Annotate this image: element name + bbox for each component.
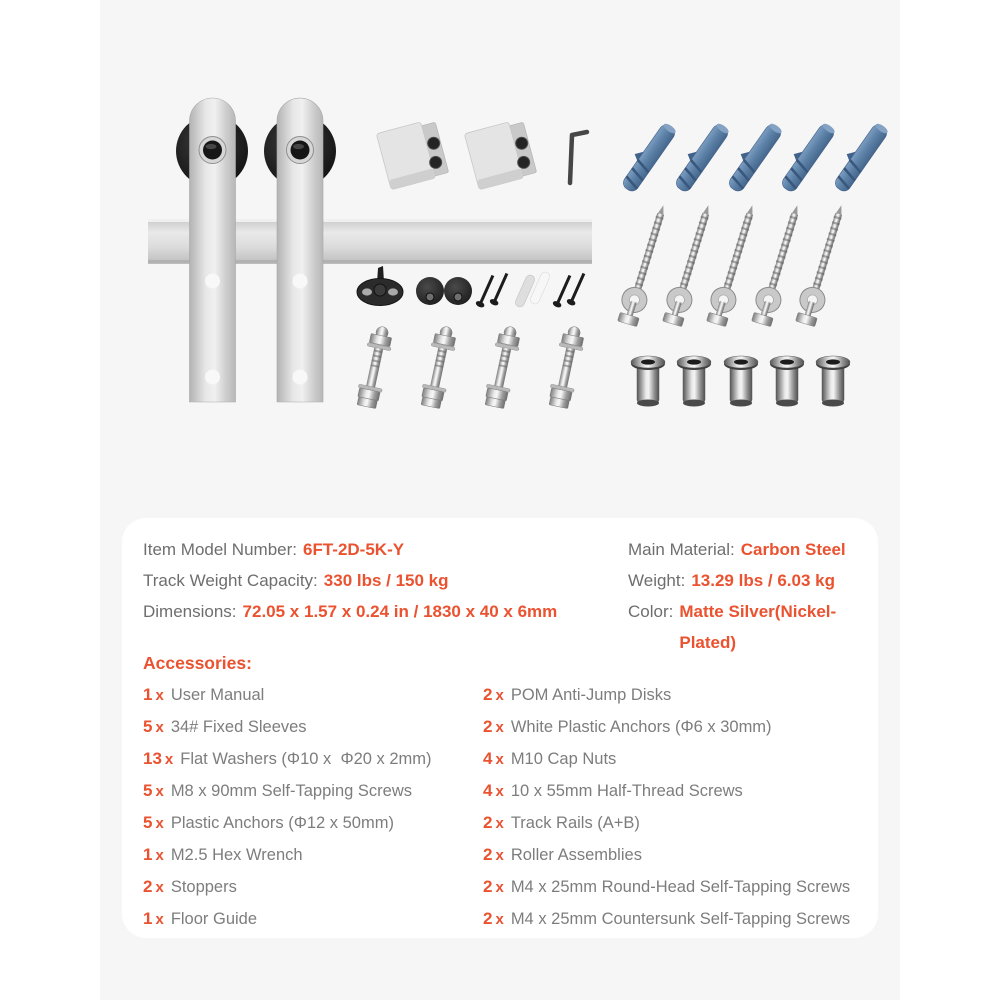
accessory-x: x xyxy=(155,879,164,896)
image-canvas xyxy=(100,0,900,1000)
accessory-qty: 13 xyxy=(143,749,162,768)
accessory-qty: 2 xyxy=(483,877,493,896)
accessory-item xyxy=(143,679,473,711)
accessory-qty: 5 xyxy=(143,813,153,832)
accessory-x: x xyxy=(155,687,164,704)
accessory-qty: 2 xyxy=(483,813,493,832)
accessory-x: x xyxy=(495,783,504,800)
accessory-item xyxy=(483,903,863,935)
spec-row-color xyxy=(628,596,866,658)
accessory-item xyxy=(483,775,863,807)
spec-label: Dimensions: xyxy=(143,602,237,621)
accessory-x: x xyxy=(155,815,164,832)
accessory-qty: 4 xyxy=(483,781,493,800)
accessory-item xyxy=(483,839,863,871)
accessory-item xyxy=(483,743,863,775)
spec-label: Weight: xyxy=(628,571,686,590)
accessories-left-column xyxy=(143,679,473,935)
accessory-label: Flat Washers (Φ10 x Φ20 x 2mm) xyxy=(180,750,432,768)
spec-value: Matte Silver(Nickel-Plated) xyxy=(679,602,837,652)
spec-label: Item Model Number: xyxy=(143,540,297,559)
accessory-x: x xyxy=(495,879,504,896)
accessory-label: M2.5 Hex Wrench xyxy=(170,846,303,864)
spec-value: Carbon Steel xyxy=(740,540,846,559)
specs-right-column xyxy=(628,534,866,658)
accessory-x: x xyxy=(155,911,164,928)
spec-row-model xyxy=(143,534,608,565)
accessory-label: M4 x 25mm Round-Head Self-Tapping Screws xyxy=(510,878,851,896)
wall-bracket-icon xyxy=(376,118,449,190)
accessory-item xyxy=(143,775,473,807)
accessory-qty: 2 xyxy=(483,909,493,928)
accessory-x: x xyxy=(155,783,164,800)
accessory-label: M10 Cap Nuts xyxy=(510,750,617,768)
accessory-x: x xyxy=(495,911,504,928)
accessory-label: Roller Assemblies xyxy=(510,846,642,864)
accessory-item xyxy=(143,871,473,903)
accessory-label: 10 x 55mm Half-Thread Screws xyxy=(510,782,743,800)
accessory-x: x xyxy=(495,847,504,864)
accessory-qty: 5 xyxy=(143,781,153,800)
spec-value: 72.05 x 1.57 x 0.24 in / 1830 x 40 x 6mm xyxy=(242,602,558,621)
spec-panel xyxy=(122,518,878,938)
round-head-screws xyxy=(475,272,511,309)
spec-value: 6FT-2D-5K-Y xyxy=(303,540,405,559)
cap-nuts xyxy=(631,356,850,407)
accessory-label: Track Rails (A+B) xyxy=(510,814,640,832)
roller-strap-right xyxy=(277,98,323,402)
white-plastic-anchors xyxy=(514,271,551,309)
accessory-qty: 1 xyxy=(143,845,153,864)
blue-plastic-anchors xyxy=(616,118,890,194)
accessory-label: M8 x 90mm Self-Tapping Screws xyxy=(170,782,412,800)
accessory-item xyxy=(483,711,863,743)
accessory-label: M4 x 25mm Countersunk Self-Tapping Screws xyxy=(510,910,851,928)
accessory-item xyxy=(143,839,473,871)
accessory-label: Stoppers xyxy=(170,878,237,896)
spec-row-dimensions xyxy=(143,596,608,627)
spec-row-capacity xyxy=(143,565,608,596)
accessory-qty: 2 xyxy=(143,877,153,896)
accessory-qty: 2 xyxy=(483,845,493,864)
spec-label: Main Material: xyxy=(628,540,735,559)
accessory-x: x xyxy=(495,751,504,768)
accessory-label: User Manual xyxy=(170,686,265,704)
accessory-item xyxy=(483,679,863,711)
accessory-label: White Plastic Anchors (Φ6 x 30mm) xyxy=(510,718,772,736)
hanger-bolts xyxy=(355,324,587,409)
accessory-qty: 5 xyxy=(143,717,153,736)
countersunk-screws xyxy=(552,272,588,309)
accessory-item xyxy=(143,743,473,775)
accessory-qty: 1 xyxy=(143,685,153,704)
spec-label: Track Weight Capacity: xyxy=(143,571,318,590)
accessory-x: x xyxy=(155,847,164,864)
accessory-item xyxy=(483,871,863,903)
accessory-x: x xyxy=(155,719,164,736)
hardware-kit-illustration xyxy=(100,0,900,500)
anti-jump-disk-icon xyxy=(416,277,472,305)
accessory-x: x xyxy=(164,751,174,768)
wall-bracket-icon xyxy=(464,118,537,190)
accessory-qty: 4 xyxy=(483,749,493,768)
spec-row-material xyxy=(628,534,866,565)
floor-guide-icon xyxy=(357,266,403,306)
accessory-label: Plastic Anchors (Φ12 x 50mm) xyxy=(170,814,394,832)
spec-label: Color: xyxy=(628,602,674,621)
accessory-x: x xyxy=(495,719,504,736)
accessory-item xyxy=(143,711,473,743)
specs-left-column xyxy=(143,534,608,627)
spec-value: 330 lbs / 150 kg xyxy=(323,571,449,590)
hex-wrench-icon xyxy=(570,132,587,183)
accessory-x: x xyxy=(495,687,504,704)
accessory-label: Floor Guide xyxy=(170,910,258,928)
self-tapping-screws xyxy=(615,202,853,328)
accessory-item xyxy=(143,807,473,839)
accessory-item xyxy=(143,903,473,935)
accessory-qty: 1 xyxy=(143,909,153,928)
accessories-heading: Accessories: xyxy=(143,653,252,673)
accessory-qty: 2 xyxy=(483,717,493,736)
accessory-label: POM Anti-Jump Disks xyxy=(510,686,672,704)
accessory-x: x xyxy=(495,815,504,832)
accessory-label: 34# Fixed Sleeves xyxy=(170,718,307,736)
roller-strap-left xyxy=(190,98,236,402)
accessories-right-column xyxy=(483,679,863,935)
spec-value: 13.29 lbs / 6.03 kg xyxy=(691,571,835,590)
accessory-item xyxy=(483,807,863,839)
accessory-qty: 2 xyxy=(483,685,493,704)
spec-row-weight xyxy=(628,565,866,596)
